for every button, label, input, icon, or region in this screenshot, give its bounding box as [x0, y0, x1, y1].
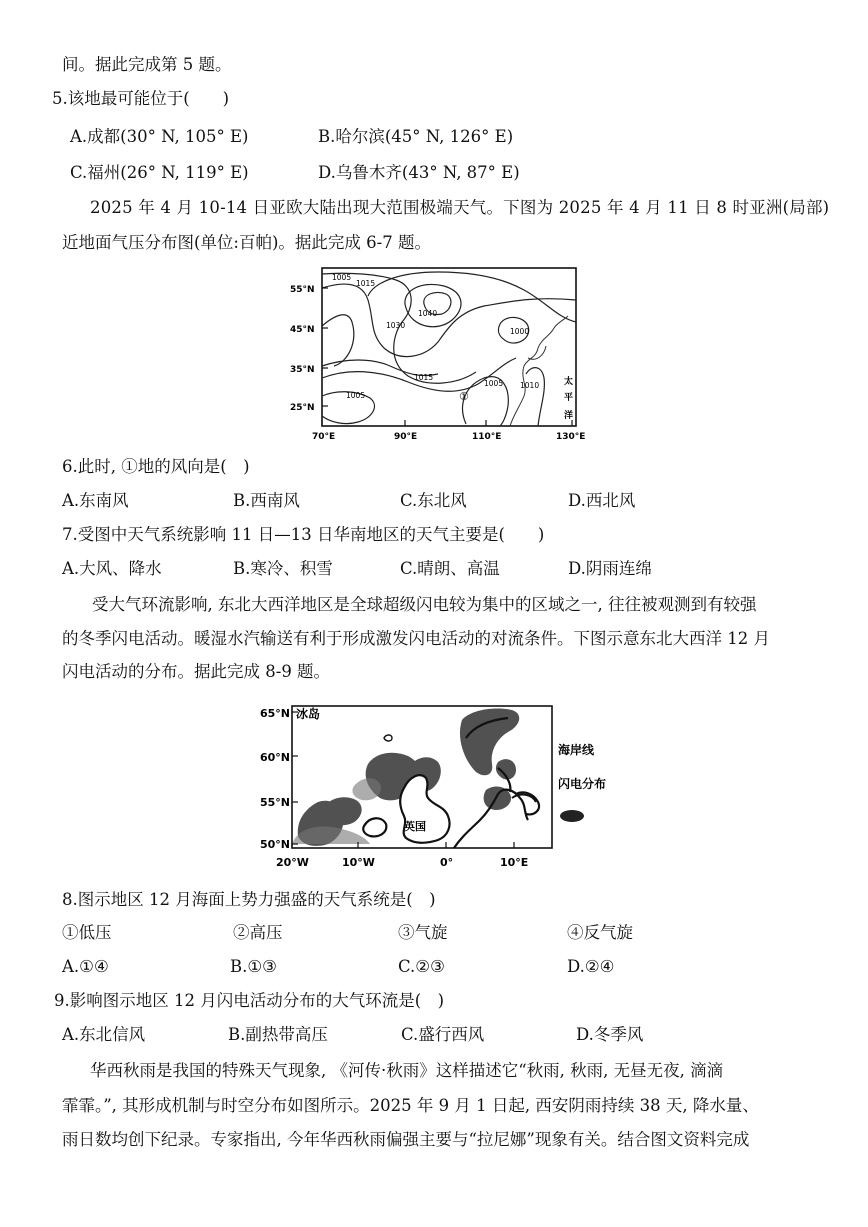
passage-2-line-2: 的冬季闪电活动。暖湿水汽输送有利于形成激发闪电活动的对流条件。下图示意东北大西洋 12 月 [62, 629, 770, 648]
q7-option-b: B.寒冷、积雪 [233, 559, 333, 578]
q5-option-d: D.乌鲁木齐(43° N, 87° E) [318, 163, 520, 182]
lon-label-130: 130°E [556, 432, 586, 442]
passage-3-line-2: 霏霏。”, 其形成机制与时空分布如图所示。2025 年 9 月 1 日起, 西安阴雨持续 38 天, 降水量、 [62, 1096, 759, 1115]
ocean-label-char: 太 [564, 377, 574, 387]
q8-option-a: A.①④ [62, 957, 109, 976]
lon-label-20w: 20°W [276, 856, 309, 869]
passage-2-line-3: 闪电活动的分布。据此完成 8-9 题。 [62, 662, 331, 681]
passage-1-line-2: 近地面气压分布图(单位:百帕)。据此完成 6-7 题。 [62, 233, 431, 252]
isobar-label: 1040 [418, 309, 438, 318]
lat-label-45: 45°N [290, 325, 315, 335]
lat-label-55: 55°N [260, 796, 291, 809]
q7-option-c: C.晴朗、高温 [400, 559, 500, 578]
intro-tail: 间。据此完成第 5 题。 [62, 55, 232, 74]
ocean-label-char: 平 [564, 393, 574, 403]
isobar-label: 1000 [510, 327, 530, 336]
lon-label-10e: 10°E [500, 856, 529, 869]
legend-lightning: 闪电分布 [558, 777, 607, 791]
q6-option-d: D.西北风 [568, 491, 636, 510]
q8-option-b: B.①③ [230, 957, 277, 976]
lat-label-60: 60°N [260, 751, 291, 764]
isobar-label: 1015 [414, 373, 434, 382]
question-7-stem: 7.受图中天气系统影响 11 日—13 日华南地区的天气主要是( ) [62, 525, 545, 544]
q8-item-1: ①低压 [62, 923, 112, 942]
lat-label-25: 25°N [290, 403, 315, 413]
q9-option-b: B.副热带高压 [228, 1025, 328, 1044]
lon-label-0: 0° [440, 856, 454, 869]
isobar-label: 1010 [520, 381, 540, 390]
lat-label-35: 35°N [290, 365, 315, 375]
question-9-stem: 9.影响图示地区 12 月闪电活动分布的大气环流是( ) [54, 991, 445, 1010]
lat-label-55: 55°N [290, 285, 315, 295]
q6-option-a: A.东南风 [62, 491, 129, 510]
isobar-label: 1005 [346, 391, 366, 400]
q9-option-d: D.冬季风 [576, 1025, 644, 1044]
passage-3-line-1: 华西秋雨是我国的特殊天气现象, 《河传·秋雨》这样描述它“秋雨, 秋雨, 无昼无夜, 滴滴 [90, 1061, 724, 1080]
q8-option-c: C.②③ [398, 957, 445, 976]
q5-option-c: C.福州(26° N, 119° E) [70, 163, 249, 182]
q7-option-a: A.大风、降水 [62, 559, 162, 578]
passage-1-line-1: 2025 年 4 月 10-14 日亚欧大陆出现大范围极端天气。下图为 2025 年 4 月 11 日 8 时亚洲(局部) [90, 198, 830, 217]
q7-option-d: D.阴雨连绵 [568, 559, 652, 578]
q8-item-3: ③气旋 [398, 923, 448, 942]
ocean-label-char: 洋 [564, 411, 574, 421]
lon-label-70: 70°E [312, 432, 336, 442]
isobar-map [288, 266, 588, 444]
lat-label-50: 50°N [260, 838, 291, 851]
lat-label-65: 65°N [260, 707, 291, 720]
lon-label-10w: 10°W [342, 856, 375, 869]
q8-item-2: ②高压 [233, 923, 283, 942]
point-1-marker: ① [459, 390, 469, 403]
q6-option-b: B.西南风 [233, 491, 300, 510]
q8-option-d: D.②④ [567, 957, 615, 976]
lon-label-110: 110°E [472, 432, 502, 442]
passage-3-line-3: 雨日数均创下纪录。专家指出, 今年华西秋雨偏强主要与“拉尼娜”现象有关。结合图文资料完成 [62, 1130, 750, 1149]
question-8-stem: 8.图示地区 12 月海面上势力强盛的天气系统是( ) [62, 890, 436, 909]
q5-option-a: A.成都(30° N, 105° E) [70, 127, 249, 146]
isobar-label: 1005 [484, 379, 504, 388]
q5-option-b: B.哈尔滨(45° N, 126° E) [318, 127, 514, 146]
question-6-stem: 6.此时, ①地的风向是( ) [62, 457, 250, 476]
lon-label-90: 90°E [394, 432, 418, 442]
isobar-label: 1030 [386, 321, 406, 330]
q6-option-c: C.东北风 [400, 491, 467, 510]
legend-coastline: 海岸线 [558, 743, 595, 757]
iceland-label: 冰岛 [296, 707, 321, 721]
lightning-map [258, 698, 618, 874]
isobar-label: 1005 [332, 273, 352, 282]
question-5-stem: 5.该地最可能位于( ) [52, 89, 230, 108]
isobar-label: 1015 [356, 279, 376, 288]
q9-option-a: A.东北信风 [62, 1025, 146, 1044]
q8-item-4: ④反气旋 [567, 923, 633, 942]
passage-2-line-1: 受大气环流影响, 东北大西洋地区是全球超级闪电较为集中的区域之一, 往往被观测到有较强 [92, 595, 757, 614]
uk-label: 英国 [404, 820, 426, 833]
q9-option-c: C.盛行西风 [401, 1025, 485, 1044]
